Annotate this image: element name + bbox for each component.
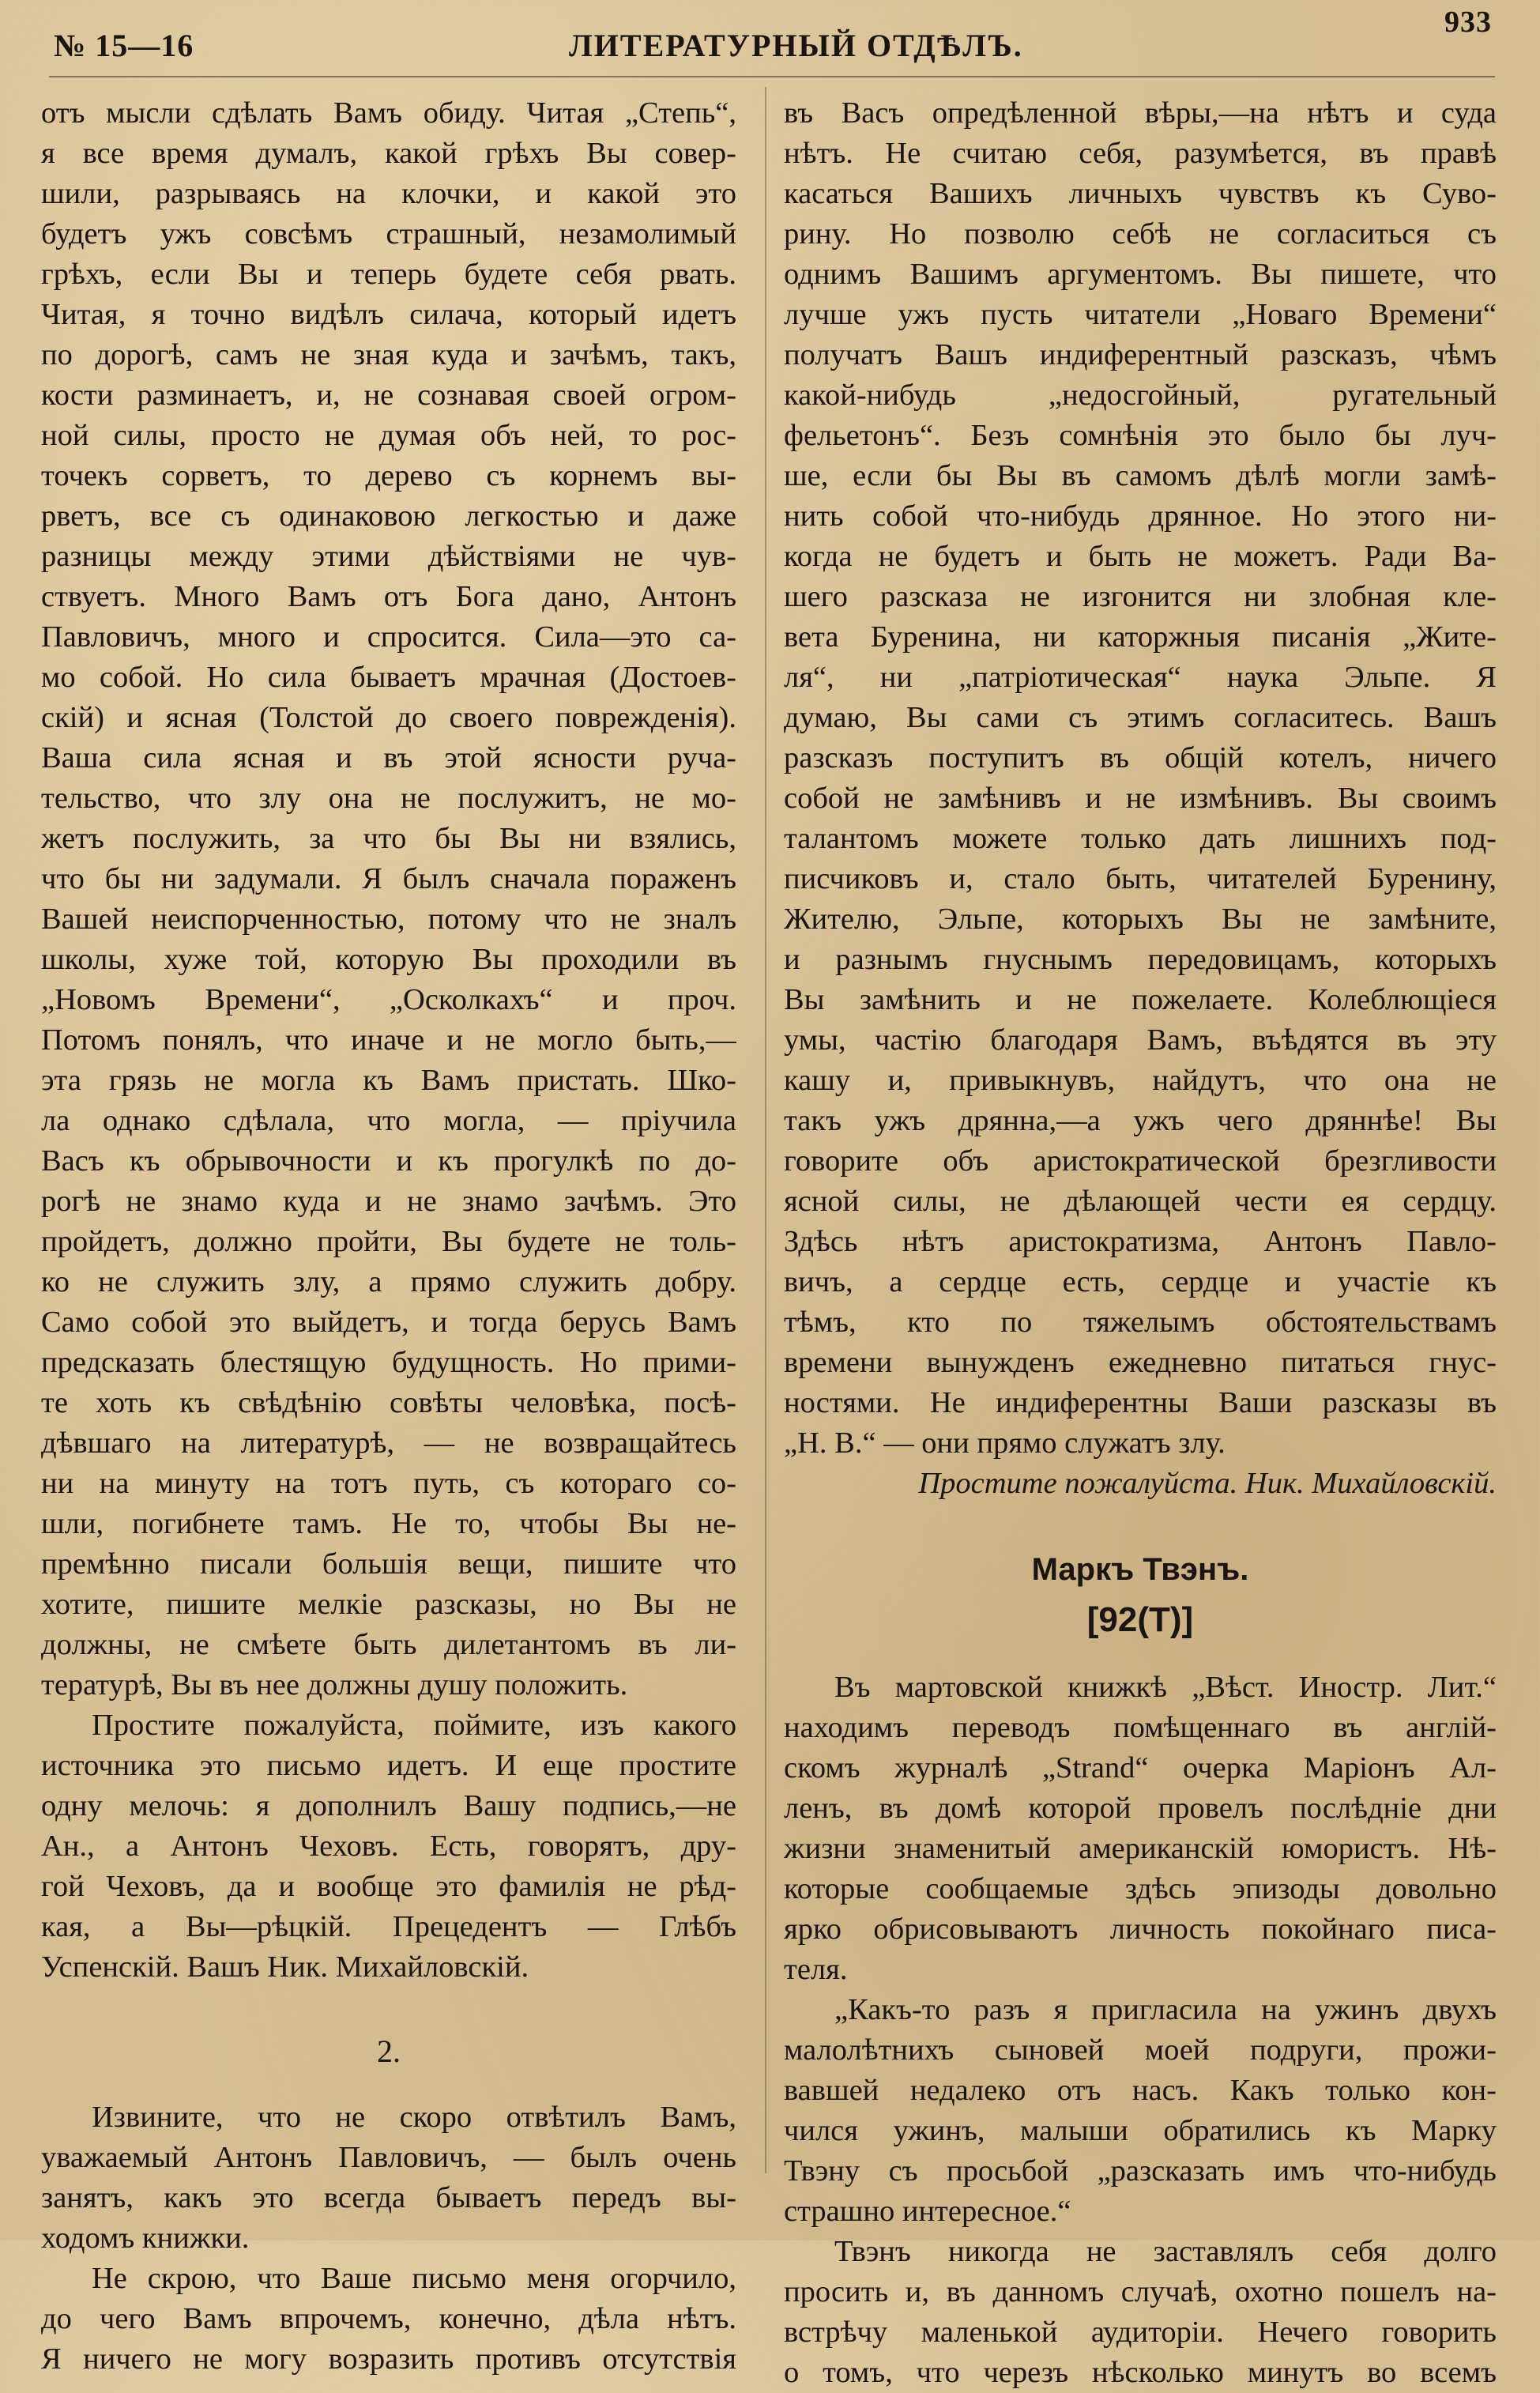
text-line: хотите, пишите мелкiе разсказы, но Вы не <box>41 1588 736 1621</box>
text-line: должны, не смѣете быть дилетантомъ въ ли- <box>41 1628 736 1661</box>
text-line: мо собой. Но сила бываетъ мрачная (Достоев- <box>41 661 736 694</box>
text-line: ствуетъ. Много Вамъ отъ Бога дано, Антонъ <box>41 580 736 613</box>
text-line: Читая, я точно видѣлъ силача, который идетъ <box>41 298 736 331</box>
text-line: школы, хуже той, которую Вы проходили въ <box>41 943 736 976</box>
text-line: те хоть къ свѣдѣнiю совѣты человѣка, посѣ- <box>41 1386 736 1419</box>
text-line: ни на минуту на тотъ путь, съ котораго со- <box>41 1467 736 1500</box>
text-line: кашу и, привыкнувъ, найдутъ, что она не <box>784 1064 1497 1097</box>
text-line: премѣнно писали большiя вещи, пишите что <box>41 1547 736 1581</box>
text-line: вавшей недалеко отъ насъ. Какъ только кон- <box>784 2074 1497 2107</box>
text-line: умы, частiю благодаря Вамъ, въѣдятся въ эту <box>784 1023 1497 1057</box>
text-line: дѣвшаго на литературѣ, — не возвращайтесь <box>41 1426 736 1460</box>
text-line: источника это письмо идетъ. И еще простите <box>41 1749 736 1782</box>
column-divider <box>765 87 766 2173</box>
text-line: собой не замѣнивъ и не измѣнивъ. Вы своимъ <box>784 782 1497 815</box>
text-line: лучше ужъ пусть читатели „Новаго Времени“ <box>784 298 1497 331</box>
text-line: ясной силы, не дѣлающей чести ея сердцу. <box>784 1185 1497 1218</box>
text-line: Потомъ понялъ, что иначе и не могло быть,— <box>41 1023 736 1057</box>
text-line: страшно интересное.“ <box>784 2195 1071 2228</box>
text-line: какой-нибудь „недосгойный, ругательный <box>784 379 1497 412</box>
text-line: которые сообщаемые здѣсь эпизоды довольно <box>784 1872 1497 1905</box>
spacer <box>784 1504 1497 1544</box>
page-number: 933 <box>1444 6 1492 39</box>
text-line: точекъ сорветъ, то дерево съ корнемъ вы- <box>41 459 736 492</box>
text-line: фельетонъ“. Безъ сомнѣнiя это было бы луч- <box>784 419 1497 452</box>
text-line: писчиковъ и, стало быть, читателей Буренину, <box>784 862 1497 895</box>
text-line: шего разсказа не изгонится ни злобная кле- <box>784 580 1497 613</box>
letter-2-text <box>41 2097 736 2380</box>
text-line: Твэнъ никогда не заставлялъ себя долго <box>834 2235 1497 2268</box>
text-line: предсказать блестящую будущность. Но прими- <box>41 1346 736 1379</box>
spacer <box>41 1988 736 2028</box>
text-line: кости разминаетъ, и, не сознавая своей огром- <box>41 379 736 412</box>
text-line: одну мелочь: я дополнилъ Вашу подпись,—не <box>41 1789 736 1822</box>
text-line: Ваша сила ясная и въ этой ясности руча- <box>41 741 736 774</box>
text-line: просить и, въ данномъ случаѣ, охотно пошелъ на- <box>784 2275 1497 2308</box>
text-line: жетъ послужить, за что бы Вы ни взялись, <box>41 822 736 855</box>
text-line: занятъ, какъ это всегда бываетъ передъ вы- <box>41 2181 736 2214</box>
text-line: „Н. В.“ — они прямо служатъ злу. <box>784 1426 1226 1460</box>
text-line: времени вынужденъ ежедневно питаться гнус- <box>784 1346 1497 1379</box>
text-line: получатъ Вашъ индиферентный разсказъ, чѣмъ <box>784 338 1497 371</box>
text-line: я все время думалъ, какой грѣхъ Вы совер- <box>41 137 736 170</box>
text-line: ярко обрисовываютъ личность покойнаго писа- <box>784 1913 1497 1946</box>
text-line: въ Васъ опредѣленной вѣры,—на нѣтъ и суда <box>784 96 1497 130</box>
text-line: теля. <box>784 1953 848 1986</box>
text-line: отъ мысли сдѣлать Вамъ обиду. Читая „Степь“, <box>41 96 736 130</box>
text-line: талантомъ можете только дать лишнихъ под- <box>784 822 1497 855</box>
text-line: шили, разрываясь на клочки, и какой это <box>41 177 736 210</box>
text-line: рветъ, все съ одинаковою легкостью и даже <box>41 499 736 533</box>
text-line: Извините, что не скоро отвѣтилъ Вамъ, <box>92 2101 736 2134</box>
text-line: говорите объ аристократической брезгливости <box>784 1144 1497 1178</box>
text-line: скiй) и ясная (Толстой до своего поврежденiя). <box>41 701 736 734</box>
text-line: „Новомъ Времени“, „Осколкахъ“ и проч. <box>41 983 736 1016</box>
text-line: Я ничего не могу возразить противъ отсутствiя <box>41 2342 736 2376</box>
signature: Простите пожалуйста. Ник. Михайловскiй. <box>918 1467 1497 1500</box>
text-line: тѣмъ, кто по тяжелымъ обстоятельствамъ <box>784 1306 1497 1339</box>
text-line: такъ ужъ дрянна,—а ужъ чего дряннѣе! Вы <box>784 1104 1497 1137</box>
right-column <box>784 93 1497 2393</box>
text-line: вета Буренина, ни каторжныя писанiя „Жите- <box>784 620 1497 654</box>
text-line: шли, погибнете тамъ. Не то, чтобы Вы не- <box>41 1507 736 1540</box>
text-line: когда не будетъ и быть не можетъ. Ради Ва- <box>784 540 1497 573</box>
spacer <box>784 1645 1497 1668</box>
article-number: [92(Т)] <box>1086 1600 1194 1639</box>
text-line: рину. Но позволю себѣ не согласиться съ <box>784 217 1497 251</box>
text-line: до чего Вамъ впрочемъ, конечно, дѣла нѣтъ. <box>41 2302 736 2335</box>
text-line: однимъ Вашимъ аргументомъ. Вы пишете, что <box>784 258 1497 291</box>
text-line: находимъ переводъ помѣщеннаго въ англiй- <box>784 1711 1497 1744</box>
text-line: скомъ журналѣ „Strand“ очерка Марiонъ Ал- <box>784 1751 1497 1784</box>
spacer <box>41 2075 736 2097</box>
text-line: Васъ къ обрывочности и къ прогулкѣ по до- <box>41 1144 736 1178</box>
text-line: ностями. Не индиферентны Ваши разсказы въ <box>784 1386 1497 1419</box>
text-line: будетъ ужъ совсѣмъ страшный, незамолимый <box>41 217 736 251</box>
text-line: грѣхъ, если Вы и теперь будете себя рвать. <box>41 258 736 291</box>
letter-1-text <box>41 93 736 1988</box>
text-line: Вашей неиспорченностью, потому что не зналъ <box>41 903 736 936</box>
text-line: уважаемый Антонъ Павловичъ, — былъ очень <box>41 2141 736 2174</box>
text-line: ходомъ книжки. <box>41 2222 250 2255</box>
text-line: и разнымъ гнуснымъ передовицамъ, которыхъ <box>784 943 1497 976</box>
text-line: ля“, ни „патрiотическая“ наука Эльпе. Я <box>784 661 1497 694</box>
text-line: малолѣтнихъ сыновей моей подруги, прожи- <box>784 2033 1497 2067</box>
letter-2-number: 2. <box>377 2033 401 2069</box>
text-line: о томъ, что черезъ нѣсколько минутъ во всемъ <box>784 2356 1497 2389</box>
header-rule <box>49 76 1495 77</box>
text-line: ла однако сдѣлала, что могла, — прiучила <box>41 1104 736 1137</box>
text-line: разсказъ поступитъ въ общiй котелъ, ничего <box>784 741 1497 774</box>
text-line: Здѣсь нѣтъ аристократизма, Антонъ Павло- <box>784 1225 1497 1258</box>
text-line: встрѣчу маленькой аудиторiи. Нечего говорить <box>784 2316 1497 2349</box>
section-title: ЛИТЕРАТУРНЫЙ ОТДѢЛЪ. <box>569 28 1023 63</box>
text-line: тельство, что злу она не послужитъ, не мо- <box>41 782 736 815</box>
text-line: Жителю, Эльпе, которыхъ Вы не замѣните, <box>784 903 1497 936</box>
article-title: Маркъ Твэнъ. <box>1031 1552 1249 1587</box>
letter-2-continuation <box>784 93 1497 1464</box>
text-line: по дорогѣ, самъ не зная куда и зачѣмъ, такъ, <box>41 338 736 371</box>
text-line: Твэну съ просьбой „разсказать имъ что-нибудь <box>784 2154 1497 2188</box>
issue-number: № 15—16 <box>54 28 194 63</box>
text-line: кая, а Вы—рѣцкiй. Прецедентъ — Глѣбъ <box>41 1910 736 1943</box>
text-line: пройдетъ, должно пройти, Вы будете не толь- <box>41 1225 736 1258</box>
text-line: Павловичъ, много и спросится. Сила—это са- <box>41 620 736 654</box>
text-line: Не скрою, что Ваше письмо меня огорчило, <box>92 2262 736 2295</box>
text-line: Ан., а Антонъ Чеховъ. Есть, говорятъ, дру- <box>41 1830 736 1863</box>
text-line: нить собой что-нибудь дрянное. Но этого ни- <box>784 499 1497 533</box>
text-line: Само собой это выйдетъ, и тогда берусь Вамъ <box>41 1306 736 1339</box>
text-line: тературѣ, Вы въ нее должны душу положить. <box>41 1668 628 1701</box>
text-line: Вы замѣнить и не пожелаете. Колеблющiеся <box>784 983 1497 1016</box>
text-line: нѣтъ. Не считаю себя, разумѣется, въ правѣ <box>784 137 1497 170</box>
text-line: чился ужинъ, малыши обратились къ Марку <box>784 2114 1497 2147</box>
text-line: Въ мартовской книжкѣ „Вѣст. Иностр. Лит.“ <box>834 1671 1497 1704</box>
left-column <box>41 93 736 2380</box>
text-line: ленъ, въ домѣ которой провелъ послѣднiе дни <box>784 1792 1497 1825</box>
text-line: рогѣ не знамо куда и не знамо зачѣмъ. Это <box>41 1185 736 1218</box>
text-line: жизни знаменитый американскiй юмористъ. Нѣ- <box>784 1832 1497 1865</box>
text-line: „Какъ-то разъ я пригласила на ужинъ двухъ <box>834 1993 1497 2026</box>
text-line: касаться Вашихъ личныхъ чувствъ къ Суво- <box>784 177 1497 210</box>
text-line: ной силы, просто не думая объ ней, то рос- <box>41 419 736 452</box>
text-line: разницы между этими дѣйствiями не чув- <box>41 540 736 573</box>
text-line: ше, если бы Вы въ самомъ дѣлѣ могли замѣ- <box>784 459 1497 492</box>
article-text <box>784 1668 1497 2393</box>
text-line: что бы ни задумали. Я былъ сначала пораженъ <box>41 862 736 895</box>
text-line: эта грязь не могла къ Вамъ пристать. Шко- <box>41 1064 736 1097</box>
text-line: Успенскiй. Вашъ Ник. Михайловскiй. <box>41 1950 529 1984</box>
text-line: ко не служить злу, а прямо служить добру. <box>41 1265 736 1298</box>
text-line: думаю, Вы сами съ этимъ согласитесь. Вашъ <box>784 701 1497 734</box>
text-line: Простите пожалуйста, поймите, изъ какого <box>92 1709 736 1742</box>
text-line: вичъ, а сердце есть, сердце и участiе къ <box>784 1265 1497 1298</box>
text-line: гой Чеховъ, да и вообще это фамилiя не рѣд- <box>41 1870 736 1903</box>
